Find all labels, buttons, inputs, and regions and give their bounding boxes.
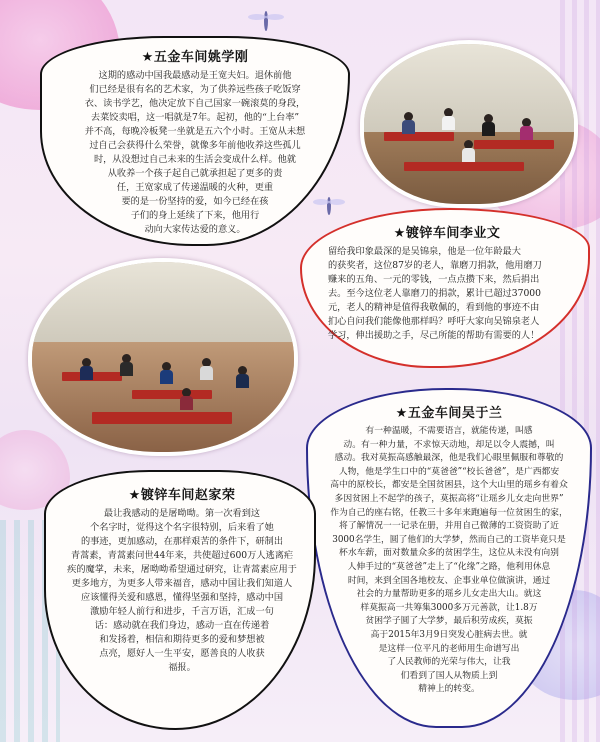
text-line: 要的是一份坚持的爱，如今已经在孩 xyxy=(121,196,269,207)
article-title: ★镀锌车间赵家荣 xyxy=(128,488,236,503)
text-line: 贫困学子圆了大学梦，最后积劳成疾，莫振 xyxy=(365,616,533,627)
article-body xyxy=(318,425,580,697)
classroom-photo-bottom xyxy=(28,258,298,456)
text-line: 社会的力量帮助更多的瑶乡儿女走出大山。就这 xyxy=(356,589,542,600)
text-line: 时间，来到全国各地校友、企事业单位做演讲，通过 xyxy=(347,575,551,586)
text-line: 时，从没想过自己未来的生活会变成什么样。他就 xyxy=(93,154,297,165)
text-line: 扪心自问我们能像他那样吗？呼吁大家向吴锦泉老人 xyxy=(328,316,540,327)
text-line: 样莫振高一共筹集3000多万元善款，让1.8万 xyxy=(360,602,538,613)
article-title: ★镀锌车间李业文 xyxy=(393,226,501,241)
text-line: 去菜饺卖唱，这一唱就是7年。起初，他的“上台率” xyxy=(90,112,300,123)
text-line: 动。有一种力量，不求惊天动地，却足以令人震撼，叫 xyxy=(343,439,555,450)
classroom-photo-top xyxy=(360,40,578,208)
text-line: 作为自己的座右铭，任教三十多年来跑遍每一位贫困生的家， xyxy=(330,507,568,518)
text-line: 的事迹，更加感动，在那样艰苦的条件下，研制出 xyxy=(80,536,284,547)
text-line: 这期的感动中国我最感动是王宽夫妇。退休前他 xyxy=(98,70,292,81)
text-line: 人伸手过的“莫爸爸”走上了“化缘”之路，他利用休息 xyxy=(347,561,551,572)
text-line: 留给我印象最深的是吴锦泉，他是一位年龄最大 xyxy=(328,246,521,257)
article-card-yao xyxy=(40,36,350,246)
article-title: ★五金车间姚学刚 xyxy=(141,50,249,65)
text-line: 感动。我对莫振高感触最深，他是我们心眼里佩服和尊敬的 xyxy=(334,453,564,464)
text-line: 3000名学生，圆了他们的大学梦，然而自己的工资毕竟只是 xyxy=(332,534,566,545)
text-line: 人物，他是学生口中的“莫爸爸”“校长爸爸”，是广西都安 xyxy=(338,466,560,477)
text-line: 了人民教师的光荣与伟大，让我 xyxy=(387,657,511,668)
text-line: 有一种温暖，不需要语言，就能传递，叫感 xyxy=(365,426,533,436)
text-line: 最让我感动的是屠呦呦。第一次看到这 xyxy=(103,508,261,519)
text-line: 青蒿素，青蒿素问世44年来，共使超过600万人逃离疟 xyxy=(70,550,294,561)
text-line: 话：感动就在我们身边，感动一直在传递着 xyxy=(94,620,270,631)
text-line: 的获奖者，这位87岁的老人，靠磨刀捐款，他用磨刀 xyxy=(328,260,542,271)
text-line: 点亮，愿好人一生平安，愿善良的人收获 xyxy=(99,648,265,659)
text-line: 多因贫困上不起学的孩子，莫振高将“让瑶乡儿女走向世界” xyxy=(334,493,564,504)
text-line: 衣、读书学艺，他决定放下自己国家一碗滚莫的身段， xyxy=(84,98,306,109)
text-line: 们已经是很有名的艺术家，为了供养远些孩子吃饭穿 xyxy=(89,84,301,95)
text-line: 任，王宽家成了传递温暖的火种，更重 xyxy=(116,182,274,193)
text-line: 和发扬着，相信和期待更多的爱和梦想被 xyxy=(99,634,265,645)
article-card-li xyxy=(300,208,590,368)
text-line: 是这样一位平凡的老师用生命谱写出 xyxy=(378,643,520,654)
article-title: ★五金车间吴于兰 xyxy=(395,406,503,421)
article-body xyxy=(328,245,566,343)
text-line: 子们的身上延续了下来，他用行 xyxy=(130,210,260,221)
text-line: 学习，伸出援助之手，尽己所能的帮助有需要的人！ xyxy=(328,330,540,341)
dragonfly-icon xyxy=(246,10,286,32)
article-card-zhao xyxy=(44,470,316,730)
text-line: 个名字时，觉得这个名字很特别，后来看了她 xyxy=(90,522,274,533)
text-line: 们看到了国人从物质上到 xyxy=(400,670,498,681)
text-line: 高中的原校长，都安是全国贫困县，这个大山里的瑶乡有着众 xyxy=(330,480,568,491)
text-line: 更多地方，为更多人带来福音，感动中国让我们知道人 xyxy=(71,578,293,589)
text-line: 元，老人的精神是值得我敬佩的，看到他的事迹不由 xyxy=(328,302,540,313)
article-card-wu xyxy=(306,388,592,728)
text-line: 疾的魔掌，未来，屠呦呦希望通过研究，让青蒿素应用于 xyxy=(67,564,297,575)
text-line: 应该懂得关爱和感恩，懂得坚强和坚持，感动中国 xyxy=(80,592,284,603)
text-line: 高于2015年3月9日突发心脏病去世。就 xyxy=(370,629,528,640)
article-body xyxy=(72,69,318,237)
text-line: 过自己会获得什么荣誉，就像多年前他收养这些孤儿 xyxy=(89,140,301,151)
text-line: 将了解情况一一记录在册，并用自己微薄的工资资助了近 xyxy=(339,521,559,532)
text-line: 精神上的转变。 xyxy=(418,684,480,695)
text-line: 并不高，每晚冷板凳一坐就是五六个小时。王宽从未想 xyxy=(84,126,306,137)
article-body xyxy=(64,507,300,675)
text-line: 激励年轻人前行和进步，千言万语，汇成一句 xyxy=(90,606,274,617)
text-line: 赚来的五角、一元的零钱，一点点攒下来，然后捐出 xyxy=(328,274,540,285)
text-line: 福报。 xyxy=(168,662,196,673)
text-line: 动向大家传达爱的意义。 xyxy=(144,224,246,235)
text-line: 从收养一个孩子起自己就承担起了更多的责 xyxy=(107,168,283,179)
text-line: 杯水车薪，面对数量众多的贫困学生，这位从未没有向别 xyxy=(339,548,559,559)
text-line: 去。至今这位老人靠磨刀的捐款，累计已超过37000 xyxy=(328,288,541,299)
